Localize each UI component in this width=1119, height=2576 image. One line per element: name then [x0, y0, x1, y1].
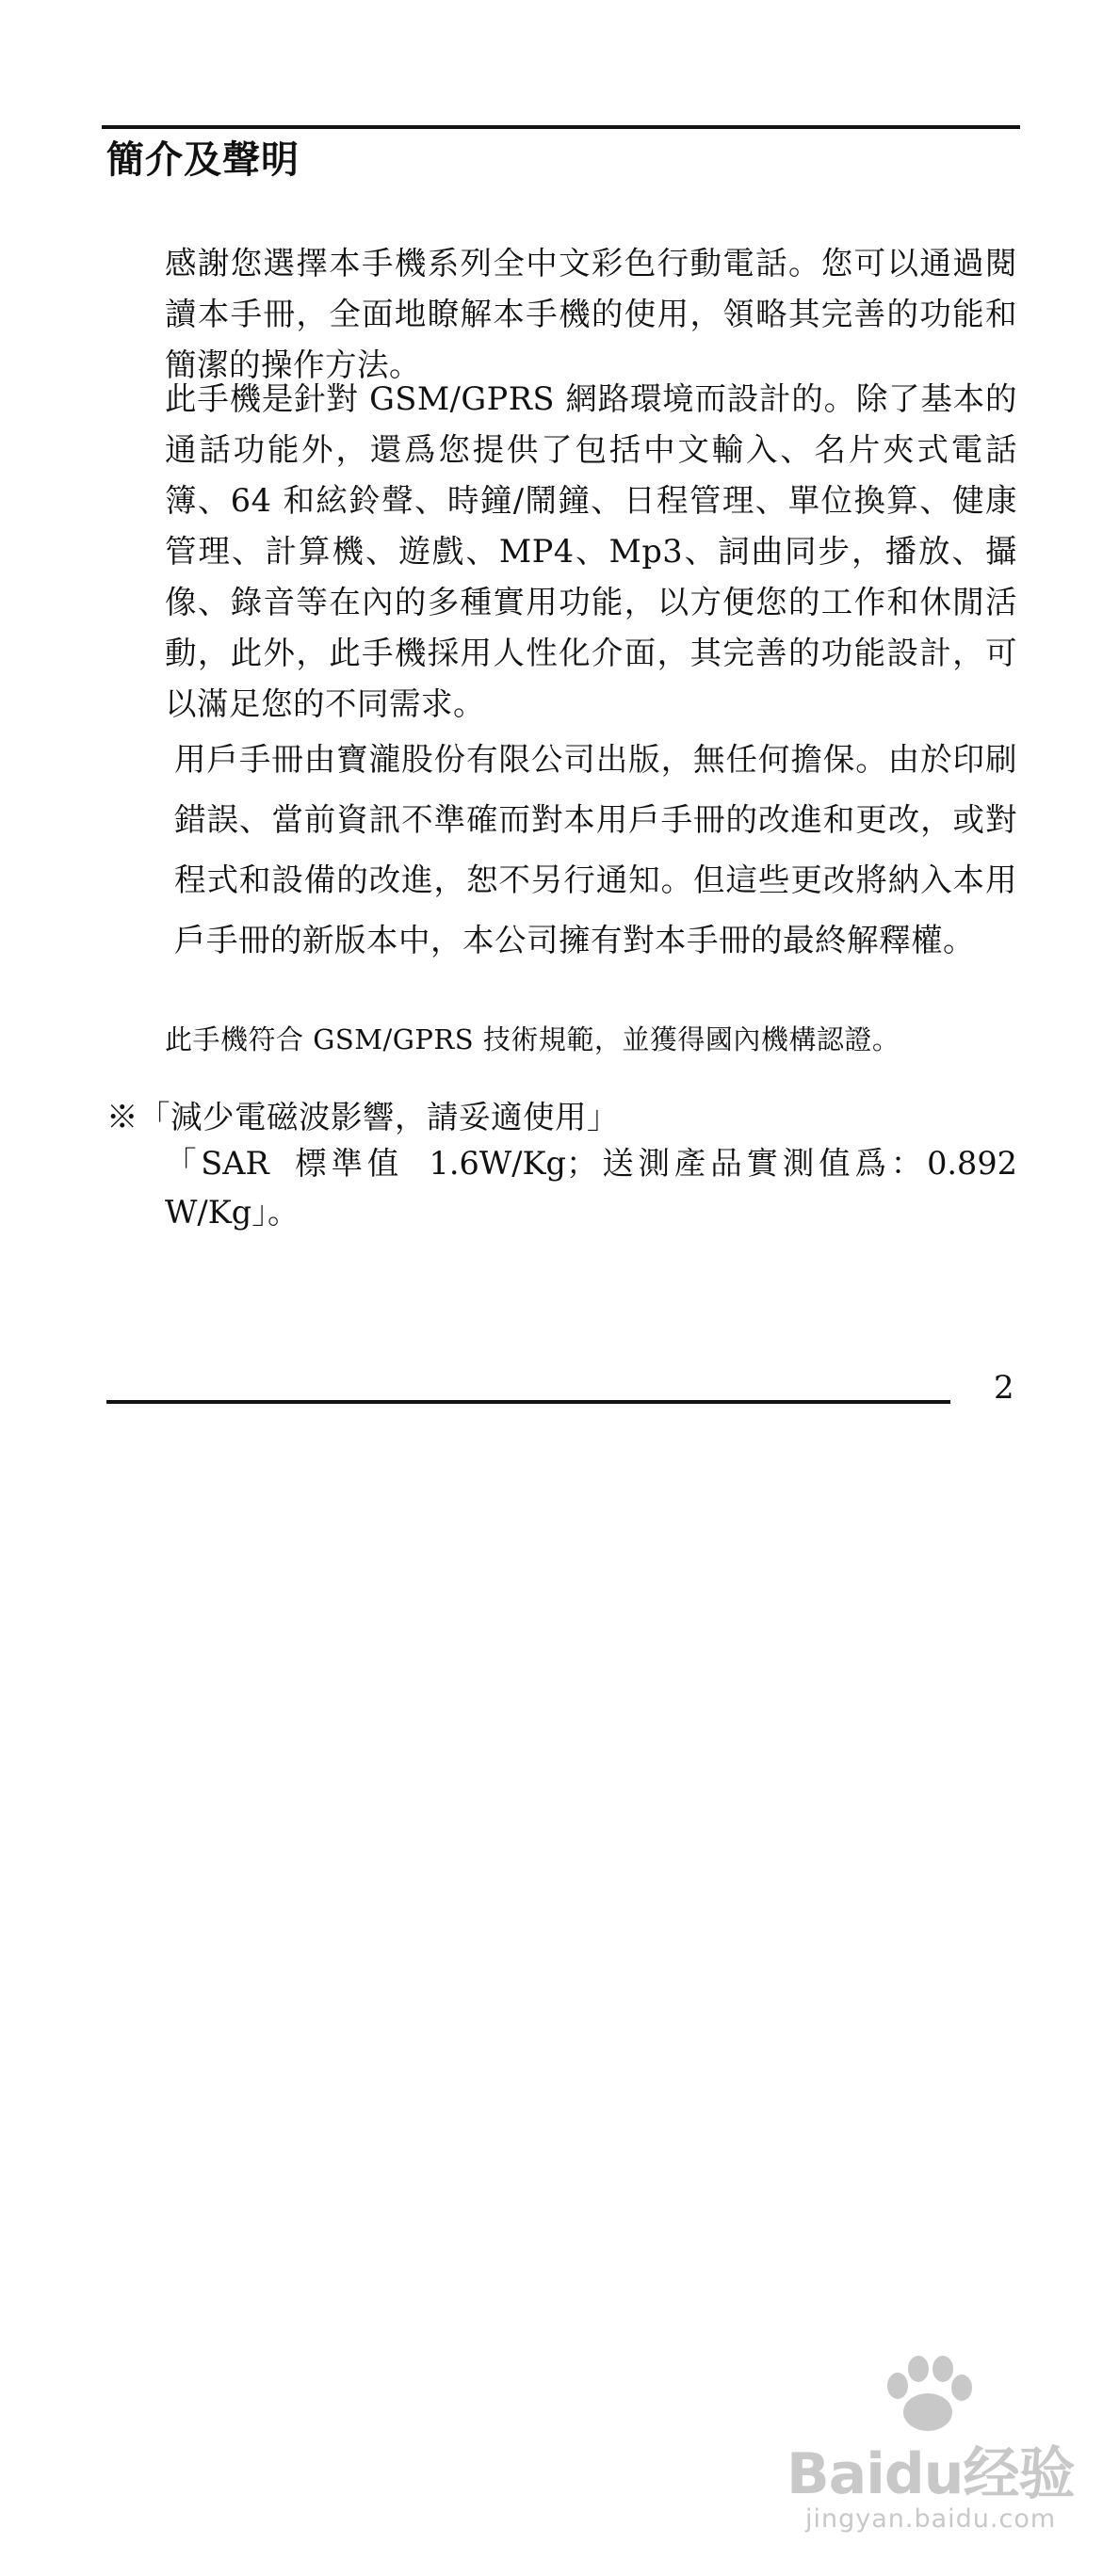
- baidu-watermark: [782, 2354, 1083, 2542]
- watermark-url: jingyan.baidu.com: [805, 2504, 1057, 2534]
- features-paragraph: 此手機是針對 GSM/GPRS 網路環境而設計的。除了基本的通話功能外，還爲您提供了包括中文輸入、名片夾式電話簿、64 和絃鈴聲、時鐘/鬧鐘、日程管理、單位換算、健康管理、計算機、遊戲、MP4、Mp3、詞曲同步，播放、攝像、錄音等在內的多種實用功能，以方便您的工作和休閒活動，此外，此手機採用人性化介面，其完善的功能設計，可以滿足您的不同需求。: [165, 380, 1017, 722]
- certification-paragraph: 此手機符合 GSM/GPRS 技術規範，並獲得國內機構認證。: [165, 1023, 900, 1055]
- page-number: 2: [994, 1369, 1014, 1407]
- section-title: 簡介及聲明: [106, 138, 300, 182]
- watermark-logo-text: Baidu经验: [787, 2441, 1075, 2507]
- sar-statement: 「SAR 標準值 1.6W/Kg；送測產品實測值爲：0.892 W/Kg」。: [165, 1145, 1017, 1231]
- intro-paragraph: 感謝您選擇本手機系列全中文彩色行動電話。您可以通過閱讀本手冊，全面地瞭解本手機的使用，領略其完善的功能和簡潔的操作方法。: [165, 245, 1017, 383]
- paw-icon: [871, 2354, 984, 2439]
- top-rule: [102, 125, 1020, 129]
- disclaimer-paragraph: 用戶手冊由寶瀧股份有限公司出版，無任何擔保。由於印刷錯誤、當前資訊不準確而對本用戶手冊的改進和更改，或對程式和設備的改進，恕不另行通知。但這些更改將納入本用戶手冊的新版本中，本公司擁有對本手冊的最終解釋權。: [174, 741, 1017, 958]
- emf-warning: ※「減少電磁波影響，請妥適使用」: [106, 1099, 619, 1135]
- bottom-rule: [106, 1400, 950, 1404]
